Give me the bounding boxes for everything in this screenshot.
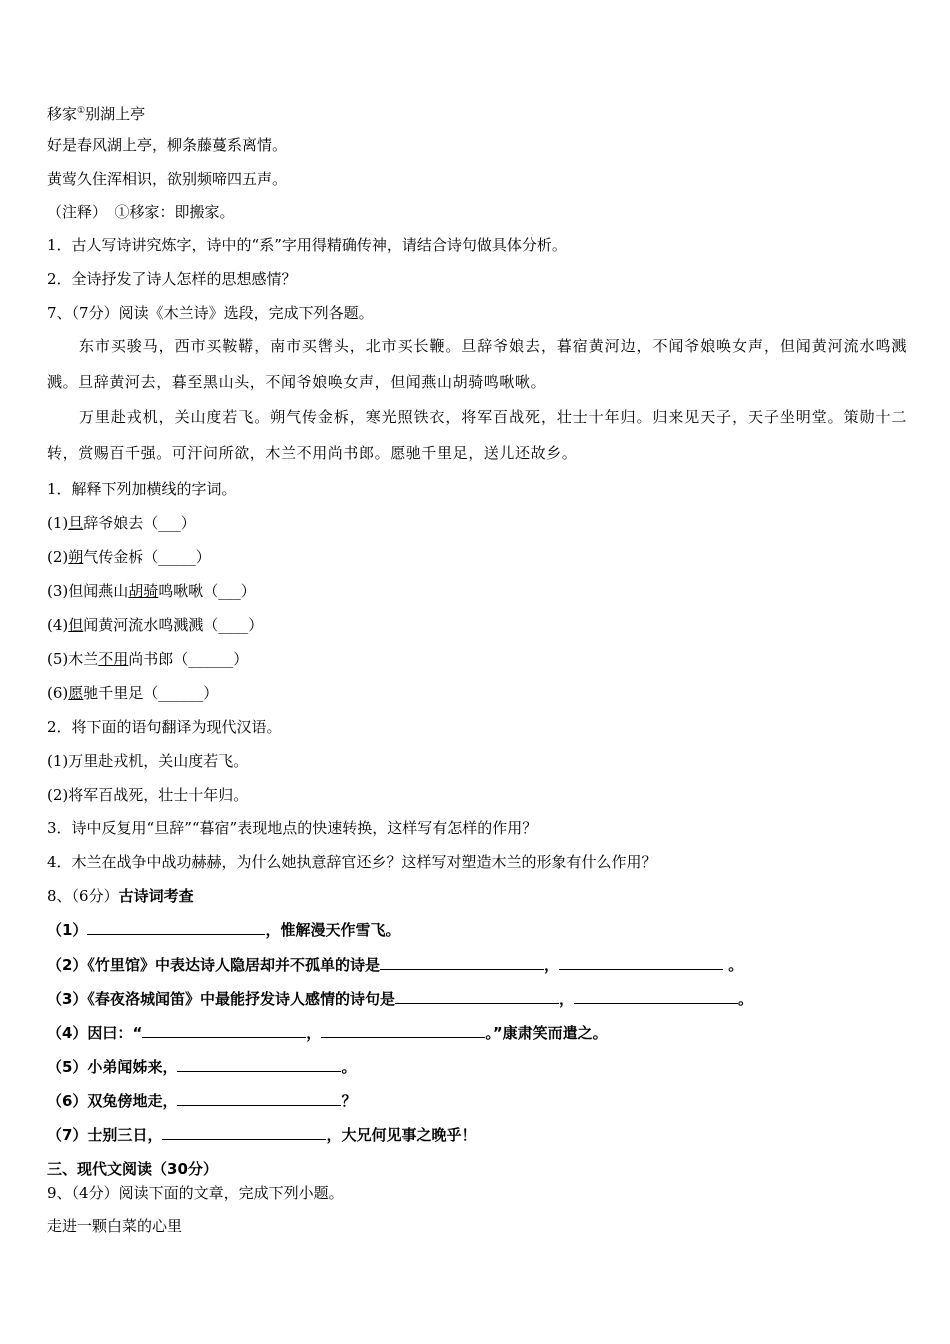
q8-item-3: （3）《春夜洛城闻笛》中最能抒发诗人感情的诗句是 ， 。 — [47, 990, 753, 1008]
vocab-item-5: (5)木兰不用尚书郎（______） — [47, 650, 249, 668]
answer-blank — [177, 1057, 341, 1072]
section-3-heading: 三、现代文阅读（30分） — [47, 1160, 218, 1178]
answer-blank — [395, 989, 559, 1004]
answer-blank — [162, 1125, 326, 1140]
q8-item-6: （6）双兔傍地走， ？ — [47, 1092, 357, 1110]
answer-blank — [380, 955, 544, 970]
vocab-item-2: (2)朔气传金柝（_____） — [47, 548, 211, 566]
answer-blank — [559, 955, 723, 970]
q8-item-1: （1） ，惟解漫天作雪飞。 — [47, 921, 401, 939]
answer-blank: _____ — [158, 548, 196, 566]
answer-blank: ___ — [218, 582, 241, 600]
article-title: 走进一颗白菜的心里 — [47, 1217, 183, 1235]
q7-sub-question-2: 2．将下面的语句翻译为现代汉语。 — [47, 718, 282, 736]
footnote-marker: ① — [77, 106, 86, 116]
q7-sub-question-4: 4．木兰在战争中战功赫赫，为什么她执意辞官还乡？这样写对塑造木兰的形象有什么作用？ — [47, 853, 657, 871]
answer-blank — [142, 1023, 306, 1038]
q8-item-7: （7）士别三日， ，大兄何见事之晚乎！ — [47, 1126, 477, 1144]
answer-blank: ______ — [188, 650, 234, 668]
poem-question-2: 2．全诗抒发了诗人怎样的思想感情？ — [47, 270, 297, 288]
poem-line-2: 黄莺久住浑相识，欲别频啼四五声。 — [47, 170, 288, 188]
answer-blank: ___ — [158, 514, 181, 532]
q9-heading: 9、（4分）阅读下面的文章，完成下列小题。 — [47, 1184, 344, 1202]
vocab-item-4: (4)但闻黄河流水鸣溅溅（____） — [47, 616, 264, 634]
q7-sub-question-1: 1．解释下列加横线的字词。 — [47, 480, 237, 498]
answer-blank — [574, 989, 738, 1004]
q7-heading: 7、（7分）阅读《木兰诗》选段，完成下列各题。 — [47, 304, 374, 322]
answer-blank: ______ — [158, 684, 204, 702]
answer-blank — [87, 920, 265, 935]
poem-line-1: 好是春风湖上亭，柳条藤蔓系离情。 — [47, 136, 288, 154]
answer-blank — [177, 1091, 341, 1106]
vocab-item-6: (6)愿驰千里足（______） — [47, 684, 219, 702]
q7-sub-question-3: 3．诗中反复用“旦辞”“暮宿”表现地点的快速转换，这样写有怎样的作用？ — [47, 819, 538, 837]
answer-blank: ____ — [218, 616, 249, 634]
q7-passage-para-2: 万里赴戎机，关山度若飞。朔气传金柝，寒光照铁衣，将军百战死，壮士十年归。归来见天子，天子坐明堂。策勋十二转，赏赐百千强。可汗问所欲，木兰不用尚书郎。愿驰千里足，送儿还故乡。 — [47, 408, 907, 462]
vocab-item-1: (1)旦辞爷娘去（___） — [47, 514, 196, 532]
vocab-item-3: (3)但闻燕山胡骑鸣啾啾（___） — [47, 582, 256, 600]
translate-item-2: (2)将军百战死，壮士十年归。 — [47, 786, 249, 804]
q7-passage-para-1: 东市买骏马，西市买鞍鞯，南市买辔头，北市买长鞭。旦辞爷娘去，暮宿黄河边，不闻爷娘唤女声，但闻黄河流水鸣溅溅。旦辞黄河去，暮至黑山头，不闻爷娘唤女声，但闻燕山胡骑鸣啾啾。 — [47, 337, 907, 391]
translate-item-1: (1)万里赴戎机，关山度若飞。 — [47, 752, 249, 770]
q8-item-5: （5）小弟闻姊来， 。 — [47, 1058, 357, 1076]
poem-question-1: 1．古人写诗讲究炼字，诗中的“系”字用得精确传神，请结合诗句做具体分析。 — [47, 236, 567, 254]
q8-heading: 8、（6分）古诗词考查 — [47, 887, 194, 905]
poem-title: 移家①别湖上亭 — [47, 105, 146, 123]
q8-item-4: （4）因曰：“ ， 。”康肃笑而遣之。 — [47, 1024, 608, 1042]
answer-blank — [321, 1023, 485, 1038]
poem-note: （注释） ①移家：即搬家。 — [47, 203, 235, 221]
q8-item-2: （2）《竹里馆》中表达诗人隐居却并不孤单的诗是 ， 。 — [47, 956, 744, 974]
